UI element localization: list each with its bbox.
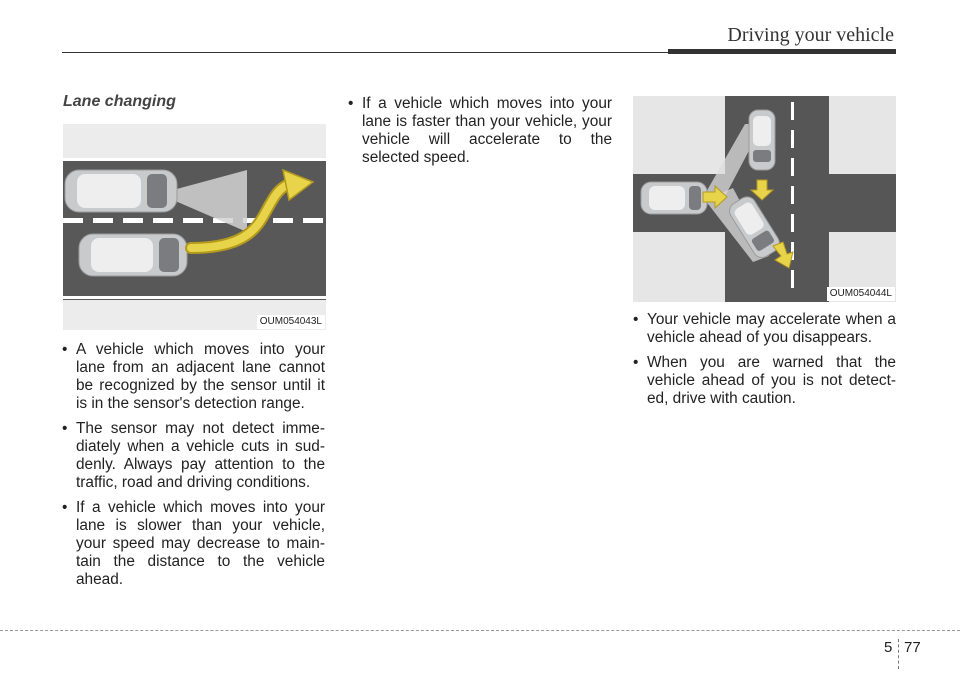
header-rule-accent xyxy=(668,49,896,54)
list-item: • When you are warned that the vehicle ahead of you is not detect-ed, drive with caution. xyxy=(633,354,896,408)
list-item: • The sensor may not detect imme-diately when a vehicle cuts in sud-denly. Always pay attention to the traffic, road and driving conditions. xyxy=(62,420,325,492)
car-top-icon xyxy=(65,170,177,212)
bullet-list-right xyxy=(633,311,896,415)
list-item: • If a vehicle which moves into your lane is faster than your vehicle, your vehicle will accelerate to the selected speed. xyxy=(348,95,612,167)
intersection-illustration xyxy=(633,96,896,302)
page-separator xyxy=(898,639,899,669)
lane-change-illustration xyxy=(63,124,326,330)
car-top-icon xyxy=(749,110,775,170)
list-item: • If a vehicle which moves into your lane is slower than your vehicle, your speed may decrease to main-tain the distance to the vehicle ahead. xyxy=(62,499,325,589)
footer-rule xyxy=(0,630,960,631)
list-item: • A vehicle which moves into your lane from an adjacent lane cannot be recognized by the sensor until it is in the sensor's detection range. xyxy=(62,341,325,413)
bullet-list-middle xyxy=(348,95,612,174)
page-number: 77 xyxy=(904,639,921,656)
figure-lane-changing xyxy=(63,124,326,330)
section-title: Lane changing xyxy=(63,93,176,110)
car-bottom-icon xyxy=(79,234,187,276)
chapter-number: 5 xyxy=(884,639,893,656)
figure-code: OUM054044L xyxy=(827,287,895,301)
header-rule xyxy=(62,52,668,53)
list-item: • Your vehicle may accelerate when a vehicle ahead of you disappears. xyxy=(633,311,896,347)
figure-code: OUM054043L xyxy=(257,315,325,329)
bullet-list-left xyxy=(62,341,325,596)
figure-intersection xyxy=(633,96,896,302)
header-title: Driving your vehicle xyxy=(727,24,894,46)
car-left-icon xyxy=(641,182,707,214)
